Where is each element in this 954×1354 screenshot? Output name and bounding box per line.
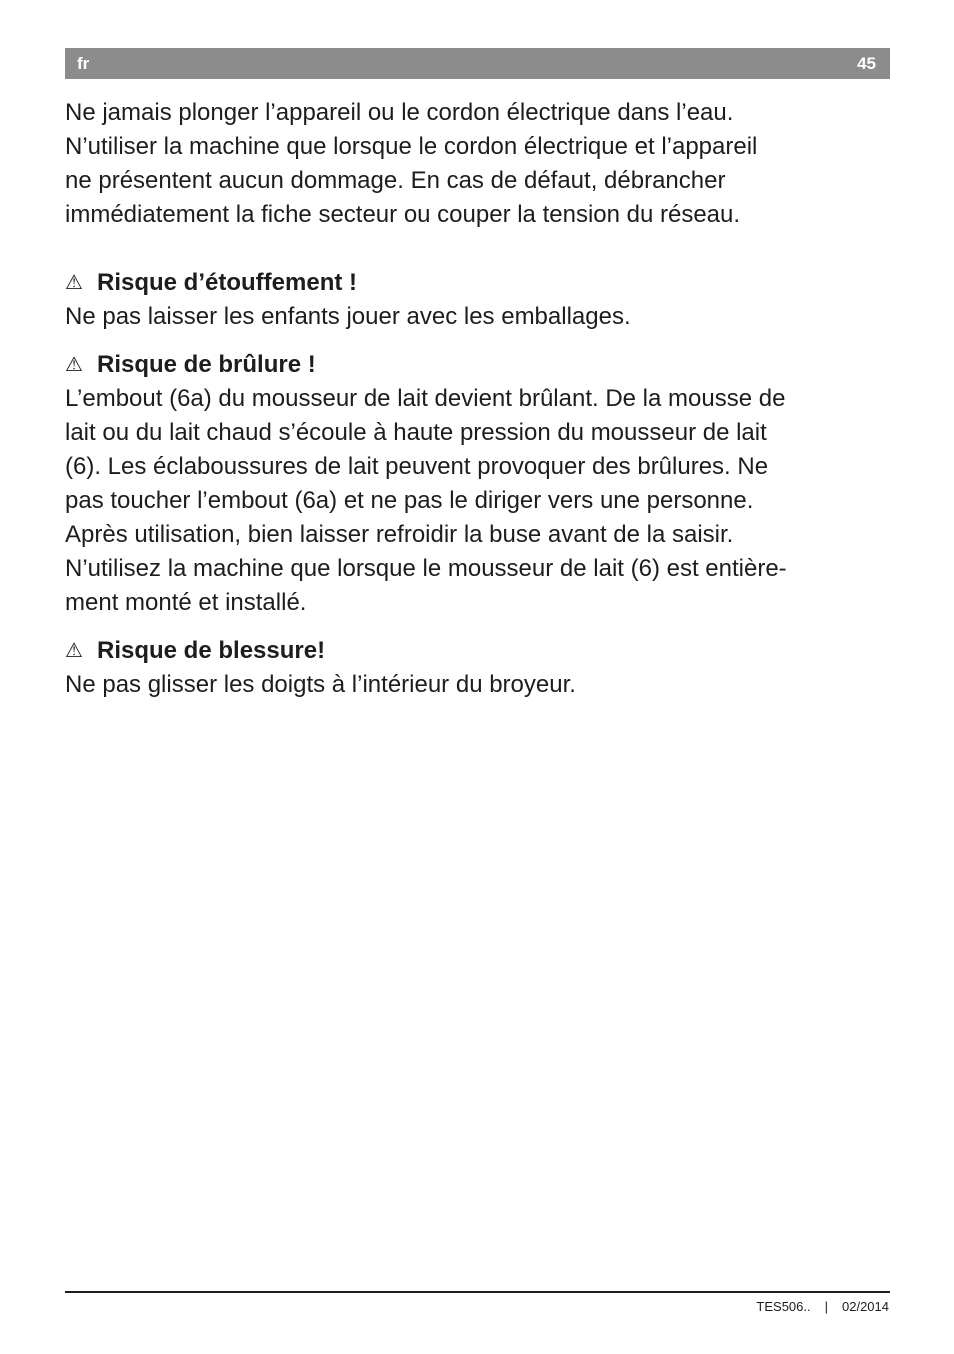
page-header-bar — [65, 48, 890, 79]
warning-triangle-icon: ⚠ — [65, 640, 83, 662]
footer-model: TES506.. — [756, 1299, 811, 1314]
text-line: pas toucher l’embout (6a) et ne pas le diriger vers une personne. — [65, 487, 754, 514]
page-footer — [756, 1299, 889, 1314]
text-line: ment monté et installé. — [65, 589, 307, 616]
warning-triangle-icon: ⚠ — [65, 354, 83, 376]
text-line: Ne pas laisser les enfants jouer avec les emballages. — [65, 303, 631, 330]
text-line: Après utilisation, bien laisser refroidir la buse avant de la saisir. — [65, 521, 734, 548]
text-line: Ne jamais plonger l’appareil ou le cordon électrique dans l’eau. — [65, 99, 734, 126]
warning-heading — [65, 634, 895, 668]
warning-heading — [65, 348, 895, 382]
warning-heading-text: Risque de brûlure ! — [97, 351, 316, 378]
footer-date: 02/2014 — [842, 1299, 889, 1314]
warning-heading-text: Risque de blessure! — [97, 637, 326, 664]
footer-separator: | — [824, 1299, 828, 1314]
footer-divider — [65, 1291, 890, 1293]
warning-heading — [65, 266, 895, 300]
text-line: N’utilisez la machine que lorsque le mousseur de lait (6) est entière- — [65, 555, 787, 582]
page-content — [65, 96, 895, 716]
text-line: ne présentent aucun dommage. En cas de défaut, débrancher — [65, 167, 726, 194]
intro-paragraph — [65, 96, 895, 232]
text-line: L’embout (6a) du mousseur de lait devient brûlant. De la mousse de — [65, 385, 786, 412]
warning-heading-text: Risque d’étouffement ! — [97, 269, 358, 296]
text-line: lait ou du lait chaud s’écoule à haute pression du mousseur de lait — [65, 419, 767, 446]
warning-injury — [65, 634, 895, 702]
text-line: immédiatement la fiche secteur ou couper la tension du réseau. — [65, 201, 741, 228]
warning-triangle-icon: ⚠ — [65, 272, 83, 294]
text-line: Ne pas glisser les doigts à l’intérieur du broyeur. — [65, 671, 576, 698]
page-number: 45 — [857, 54, 876, 73]
warning-suffocation — [65, 266, 895, 334]
text-line: (6). Les éclaboussures de lait peuvent provoquer des brûlures. Ne — [65, 453, 769, 480]
warning-burn — [65, 348, 895, 620]
text-line: N’utiliser la machine que lorsque le cordon électrique et l’appareil — [65, 133, 758, 160]
language-code: fr — [77, 54, 90, 73]
